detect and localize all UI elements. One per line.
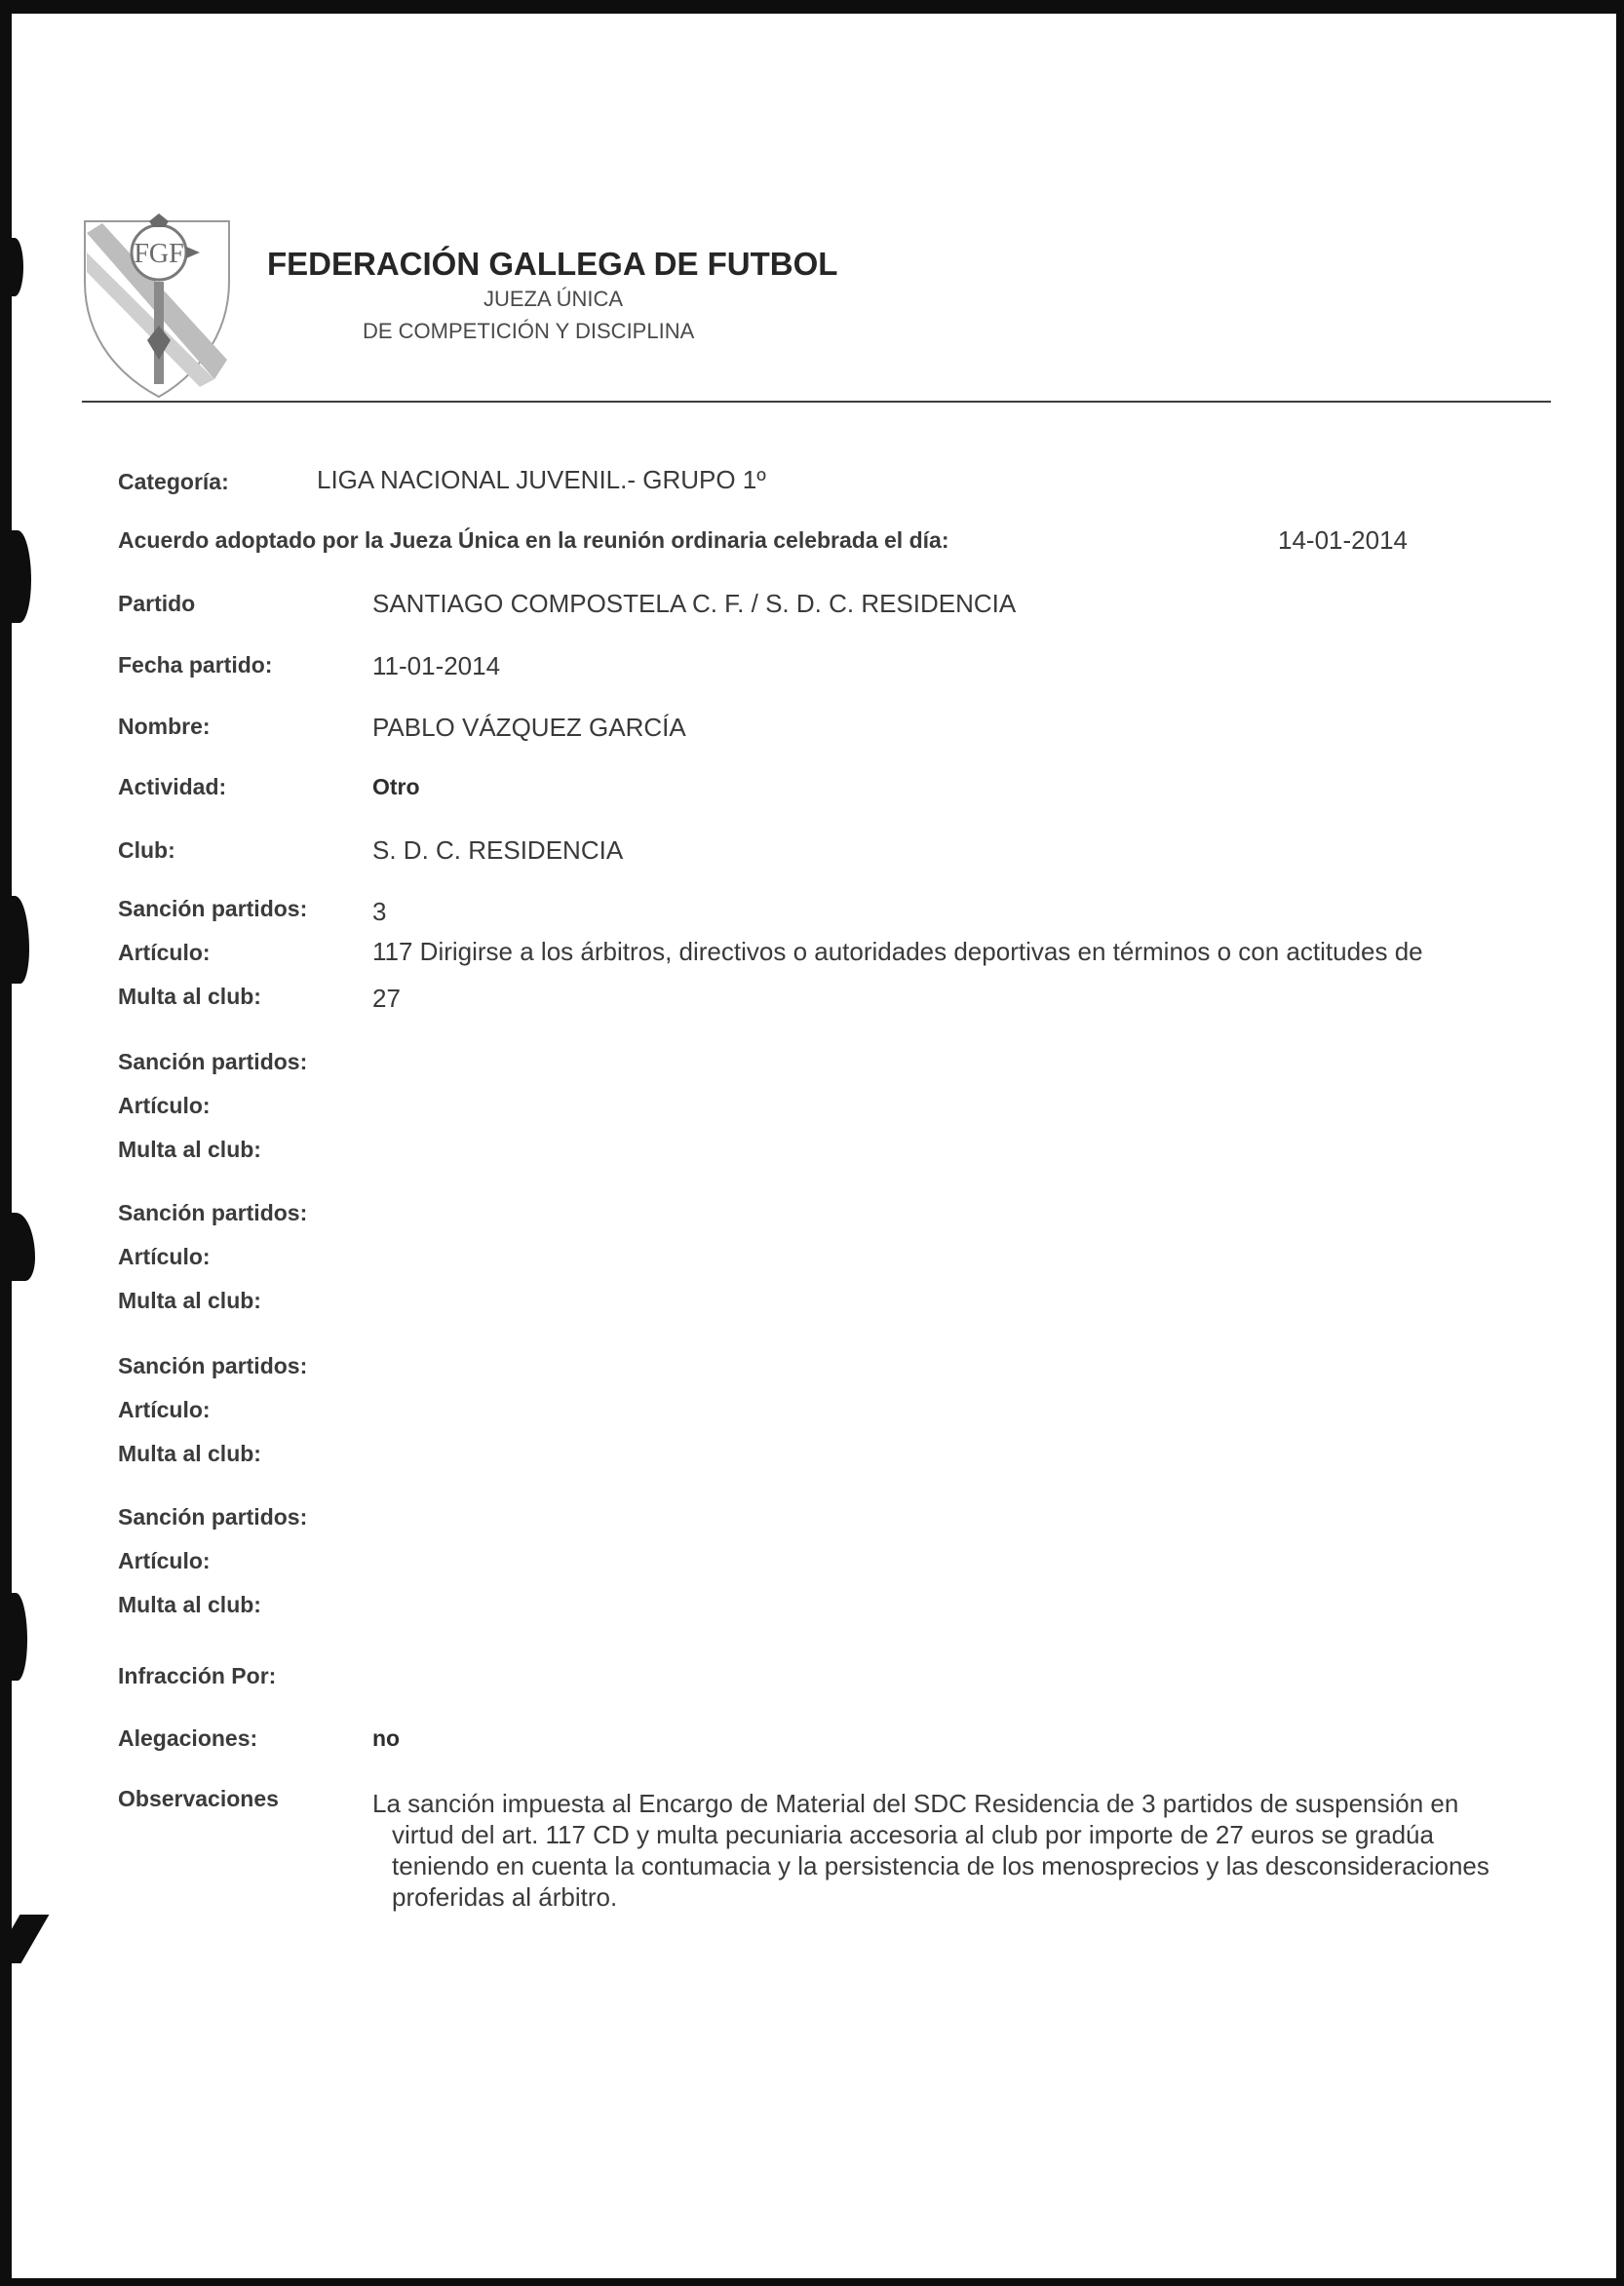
categoria-label: Categoría: bbox=[118, 469, 229, 494]
scan-mark bbox=[12, 1915, 49, 1963]
club-label: Club: bbox=[118, 837, 175, 863]
observaciones-line: proferidas al árbitro. bbox=[392, 1882, 618, 1912]
document-page bbox=[12, 14, 1616, 2278]
federation-title: FEDERACIÓN GALLEGA DE FUTBOL bbox=[267, 246, 838, 282]
fecha-partido-label: Fecha partido: bbox=[118, 652, 273, 678]
sancion-partidos-value: 3 bbox=[372, 897, 387, 926]
header-divider bbox=[82, 401, 1551, 403]
actividad-value: Otro bbox=[372, 774, 420, 799]
partido-label: Partido bbox=[118, 591, 196, 616]
sancion-partidos-label: Sanción partidos: bbox=[118, 1049, 308, 1074]
sancion-partidos-label: Sanción partidos: bbox=[118, 1353, 308, 1378]
scan-mark bbox=[12, 238, 23, 296]
scan-mark bbox=[12, 896, 29, 984]
scan-mark bbox=[12, 1213, 35, 1281]
articulo-label: Artículo: bbox=[118, 1093, 211, 1118]
categoria-value: LIGA NACIONAL JUVENIL.- GRUPO 1º bbox=[317, 465, 766, 494]
nombre-value: PABLO VÁZQUEZ GARCÍA bbox=[372, 713, 686, 742]
observaciones-line: virtud del art. 117 CD y multa pecuniaria accesoria al club por importe de 27 euros se gradúa bbox=[392, 1820, 1434, 1849]
articulo-label: Artículo: bbox=[118, 1244, 211, 1269]
infraccion-label: Infracción Por: bbox=[118, 1663, 277, 1688]
svg-text:FGF: FGF bbox=[134, 239, 184, 269]
acuerdo-date: 14-01-2014 bbox=[1278, 525, 1408, 555]
articulo-label: Artículo: bbox=[118, 940, 211, 965]
multa-label: Multa al club: bbox=[118, 1592, 261, 1617]
articulo-value: 117 Dirigirse a los árbitros, directivos o autoridades deportivas en términos o con actitudes de bbox=[372, 937, 1423, 966]
acuerdo-label: Acuerdo adoptado por la Jueza Única en la reunión ordinaria celebrada el día: bbox=[118, 527, 949, 553]
scan-mark bbox=[12, 530, 31, 623]
header-subtitle-line1: JUEZA ÚNICA bbox=[483, 287, 624, 311]
articulo-label: Artículo: bbox=[118, 1397, 211, 1422]
partido-value: SANTIAGO COMPOSTELA C. F. / S. D. C. RESIDENCIA bbox=[372, 589, 1017, 618]
observaciones-text bbox=[372, 1788, 1601, 1913]
observaciones-line: teniendo en cuenta la contumacia y la persistencia de los menosprecios y las desconsideraciones bbox=[392, 1851, 1489, 1880]
multa-label: Multa al club: bbox=[118, 1288, 261, 1313]
actividad-label: Actividad: bbox=[118, 774, 227, 799]
fgf-shield-logo bbox=[83, 213, 249, 399]
multa-label: Multa al club: bbox=[118, 1441, 261, 1466]
multa-label: Multa al club: bbox=[118, 984, 261, 1009]
alegaciones-value: no bbox=[372, 1725, 401, 1751]
multa-label: Multa al club: bbox=[118, 1137, 261, 1162]
club-value: S. D. C. RESIDENCIA bbox=[372, 835, 624, 865]
nombre-label: Nombre: bbox=[118, 714, 211, 739]
header-subtitle-line2: DE COMPETICIÓN Y DISCIPLINA bbox=[363, 319, 695, 343]
sancion-partidos-label: Sanción partidos: bbox=[118, 1200, 308, 1225]
observaciones-line: La sanción impuesta al Encargo de Material del SDC Residencia de 3 partidos de suspensión en bbox=[372, 1789, 1459, 1818]
observaciones-label: Observaciones bbox=[118, 1786, 279, 1811]
fecha-partido-value: 11-01-2014 bbox=[372, 651, 501, 680]
alegaciones-label: Alegaciones: bbox=[118, 1725, 258, 1751]
sancion-partidos-label: Sanción partidos: bbox=[118, 896, 308, 921]
multa-value: 27 bbox=[372, 984, 401, 1013]
articulo-label: Artículo: bbox=[118, 1548, 211, 1573]
sancion-partidos-label: Sanción partidos: bbox=[118, 1504, 308, 1530]
scan-mark bbox=[12, 1593, 27, 1681]
